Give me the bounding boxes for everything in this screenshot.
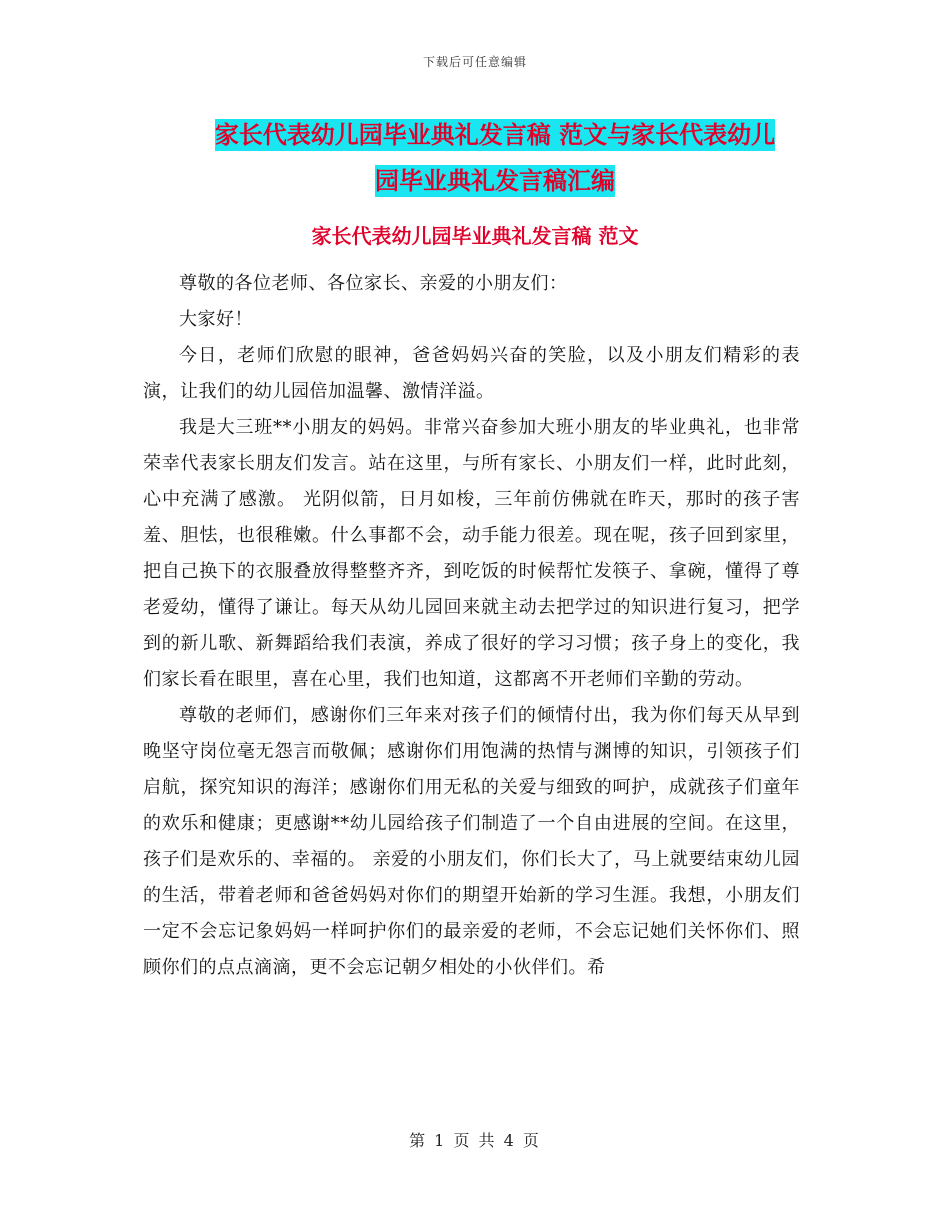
body-text [143,266,800,986]
paragraph: 我是大三班**小朋友的妈妈。非常兴奋参加大班小朋友的毕业典礼，也非常荣幸代表家长朋友们发言。站在这里，与所有家长、小朋友们一样，此时此刻，心中充满了感激。 光阴似箭，日月如梭，三年前仿佛就在昨天，那时的孩子害羞、胆怯，也很稚嫩。什么事都不会，动手能力很差。现在呢，孩子回到家里，把自己换下的衣服叠放得整整齐齐，到吃饭的时候帮忙发筷子、拿碗，懂得了尊老爱幼，懂得了谦让。每天从幼儿园回来就主动去把学过的知识进行复习，把学到的新儿歌、新舞蹈给我们表演，养成了很好的学习习惯；孩子身上的变化，我们家长看在眼里，喜在心里，我们也知道，这都离不开老师们辛勤的劳动。 [143,417,800,690]
paragraph-greeting: 大家好！ [179,309,253,330]
page-number: 第 1 页 共 4 页 [409,1131,541,1150]
title-line-1: 家长代表幼儿园毕业典礼发言稿 范文与家长代表幼儿 [214,121,776,149]
title-line-2: 园毕业典礼发言稿汇编 [375,167,615,195]
section-heading: 家长代表幼儿园毕业典礼发言稿 范文 [311,224,639,248]
header-note: 下载后可任意编辑 [422,55,527,69]
paragraph: 今日，老师们欣慰的眼神，爸爸妈妈兴奋的笑脸，以及小朋友们精彩的表演，让我们的幼儿园倍加温馨、激情洋溢。 [143,345,800,402]
paragraph: 尊敬的老师们，感谢你们三年来对孩子们的倾情付出，我为你们每天从早到晚坚守岗位毫无怨言而敬佩；感谢你们用饱满的热情与渊博的知识，引领孩子们启航，探究知识的海洋；感谢你们用无私的关爱与细致的呵护，成就孩子们童年的欢乐和健康；更感谢**幼儿园给孩子们制造了一个自由进展的空间。在这里，孩子们是欢乐的、幸福的。 亲爱的小朋友们，你们长大了，马上就要结束幼儿园的生活，带着老师和爸爸妈妈对你们的期望开始新的学习生涯。我想，小朋友们一定不会忘记象妈妈一样呵护你们的最亲爱的老师，不会忘记她们关怀你们、照顾你们的点点滴滴，更不会忘记朝夕相处的小伙伴们。希 [143,705,800,978]
paragraph-salutation: 尊敬的各位老师、各位家长、亲爱的小朋友们： [179,273,568,294]
document-title [150,112,840,204]
